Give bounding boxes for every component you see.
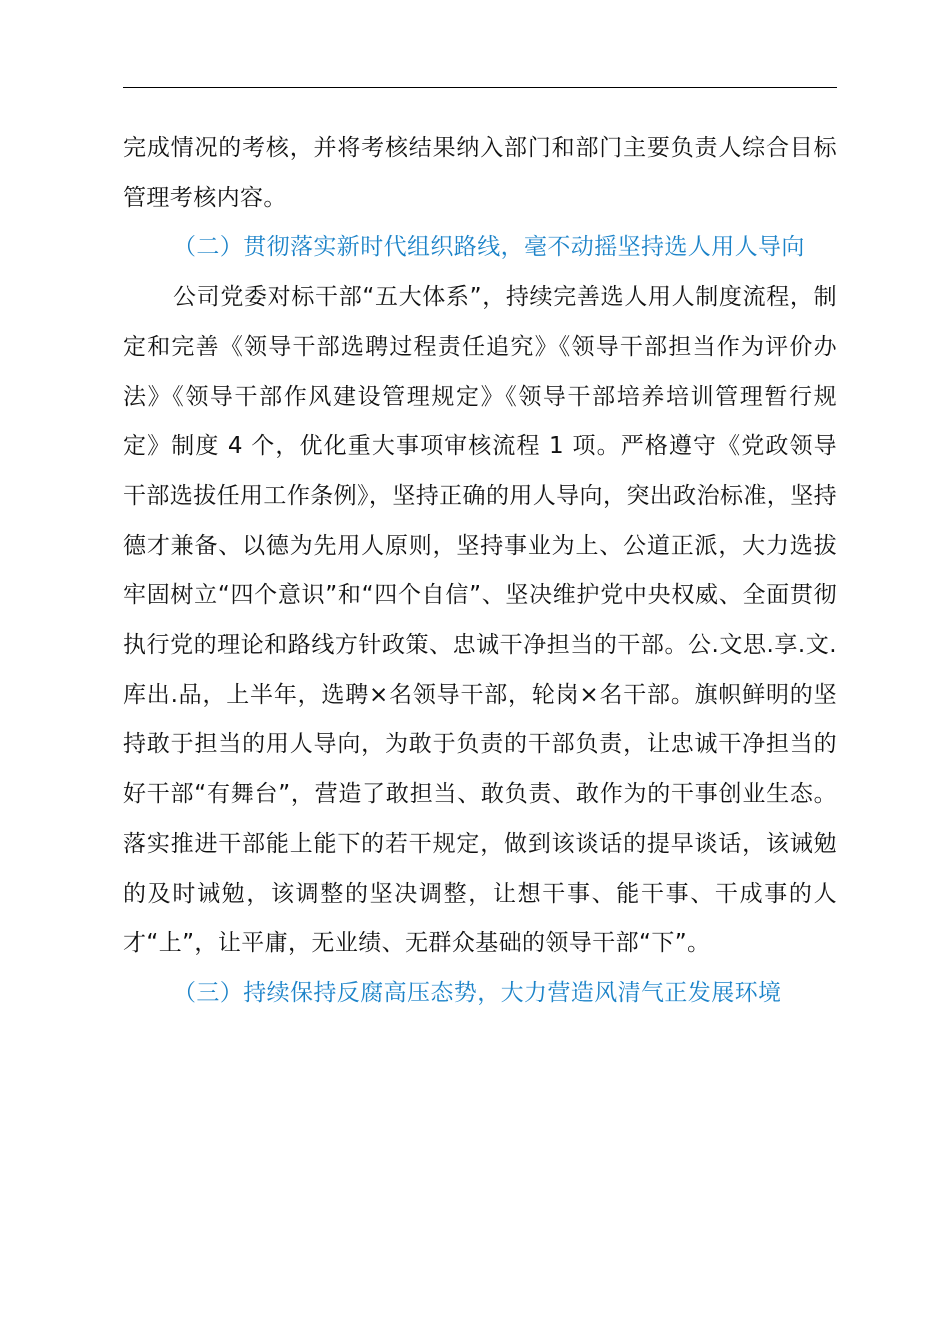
- document-body: [123, 124, 837, 1019]
- header-rule: [123, 87, 837, 88]
- paragraph-body-continuation: 完成情况的考核，并将考核结果纳入部门和部门主要负责人综合目标管理考核内容。: [123, 135, 837, 211]
- section-heading-3: （三）持续保持反腐高压态势，大力营造风清气正发展环境: [173, 979, 782, 1006]
- paragraph-body-selection: 公司党委对标干部“五大体系”，持续完善选人用人制度流程，制定和完善《领导干部选聘过程责任追究》《领导干部担当作为评价办法》《领导干部作风建设管理规定》《领导干部培养培训管理暂行规定》制度 4 个，优化重大事项审核流程 1 项。严格遵守《党政领导干部选拔任用工作条例》，坚持正确的用人导向，突出政治标准，坚持德才兼备、以德为先用人原则，坚持事业为上、公道正派，大力选拔牢固树立“四个意识”和“四个自信”、坚决维护党中央权威、全面贯彻执行党的理论和路线方针政策、忠诚干净担当的干部。公.文思.享.文.库出.品，上半年，选聘×名领导干部，轮岗×名干部。旗帜鲜明的坚持敢于担当的用人导向，为敢于负责的干部负责，让忠诚干净担当的好干部“有舞台”，营造了敢担当、敢负责、敢作为的干事创业生态。落实推进干部能上能下的若干规定，做到该谈话的提早谈话，该诫勉的及时诫勉，该调整的坚决调整，让想干事、能干事、干成事的人才“上”，让平庸，无业绩、无群众基础的领导干部“下”。: [123, 284, 837, 957]
- section-heading-2: （二）贯彻落实新时代组织路线，毫不动摇坚持选人用人导向: [173, 234, 805, 261]
